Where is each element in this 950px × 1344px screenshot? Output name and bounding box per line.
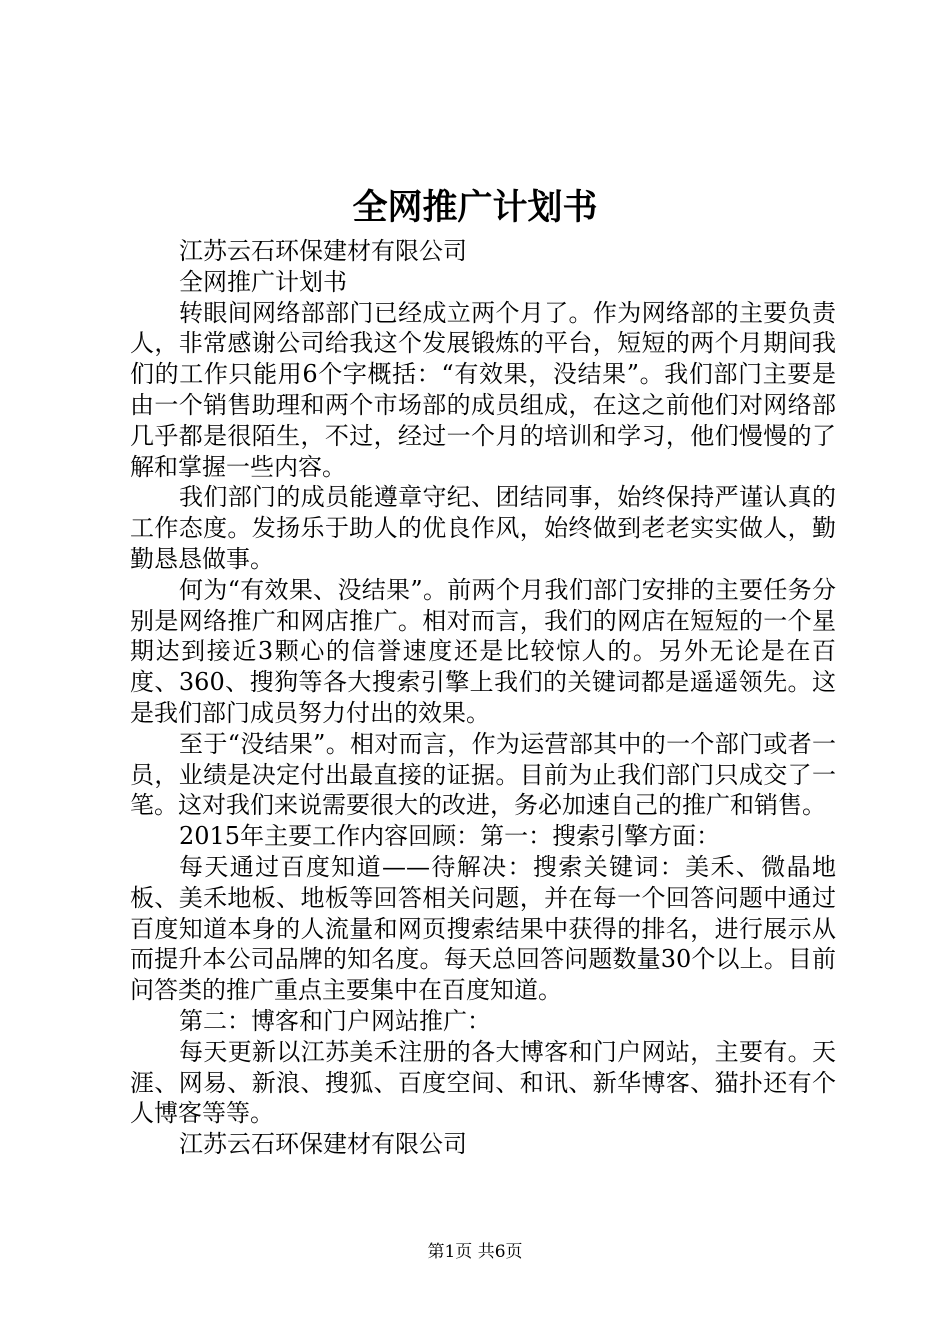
paragraph-team-attitude: 我们部门的成员能遵章守纪、团结同事，始终保持严谨认真的工作态度。发扬乐于助人的优良作风，始终做到老老实实做人，勤勤恳恳做事。 [130, 483, 836, 573]
document-body [130, 236, 836, 1160]
paragraph-intro: 转眼间网络部部门已经成立两个月了。作为网络部的主要负责人，非常感谢公司给我这个发展锻炼的平台，短短的两个月期间我们的工作只能用6个字概括：“有效果，没结果”。我们部门主要是由一个销售助理和两个市场部的成员组成，在这之前他们对网络部几乎都是很陌生，不过，经过一个月的培训和学习，他们慢慢的了解和掌握一些内容。 [130, 298, 836, 481]
paragraph-blog-detail: 每天更新以江苏美禾注册的各大博客和门户网站，主要有。天涯、网易、新浪、搜狐、百度空间、和讯、新华博客、猫扑还有个人博客等等。 [130, 1037, 836, 1128]
paragraph-company-signature: 江苏云石环保建材有限公司 [179, 1130, 467, 1159]
paragraph-review-heading: 2015年主要工作内容回顾：第一：搜索引擎方面： [179, 822, 721, 851]
paragraph-results: 何为“有效果、没结果”。前两个月我们部门安排的主要任务分别是网络推广和网店推广。相对而言，我们的网店在短短的一个星期达到接近3颗心的信誉速度还是比较惊人的。另外无论是在百度、360、搜狗等各大搜索引擎上我们的关键词都是遥遥领先。这是我们部门成员努力付出的效果。 [130, 575, 836, 727]
paragraph-blog-heading: 第二：博客和门户网站推广： [179, 1006, 491, 1035]
page-footer: 第1页 共6页 [427, 1242, 523, 1262]
document-title: 全网推广计划书 [352, 187, 598, 228]
paragraph-subtitle: 全网推广计划书 [179, 267, 347, 296]
paragraph-company-name: 江苏云石环保建材有限公司 [179, 237, 467, 265]
paragraph-search-engine: 每天通过百度知道——待解决：搜索关键词：美禾、微晶地板、美禾地板、地板等回答相关问题，并在每一个回答问题中通过百度知道本身的人流量和网页搜索结果中获得的排名，进行展示从而提升本公司品牌的知名度。每天总回答问题数量30个以上。目前问答类的推广重点主要集中在百度知道。 [130, 852, 836, 1005]
paragraph-no-results: 至于“没结果”。相对而言，作为运营部其中的一个部门或者一员，业绩是决定付出最直接的证据。目前为止我们部门只成交了一笔。这对我们来说需要很大的改进，务必加速自己的推广和销售。 [130, 729, 836, 820]
